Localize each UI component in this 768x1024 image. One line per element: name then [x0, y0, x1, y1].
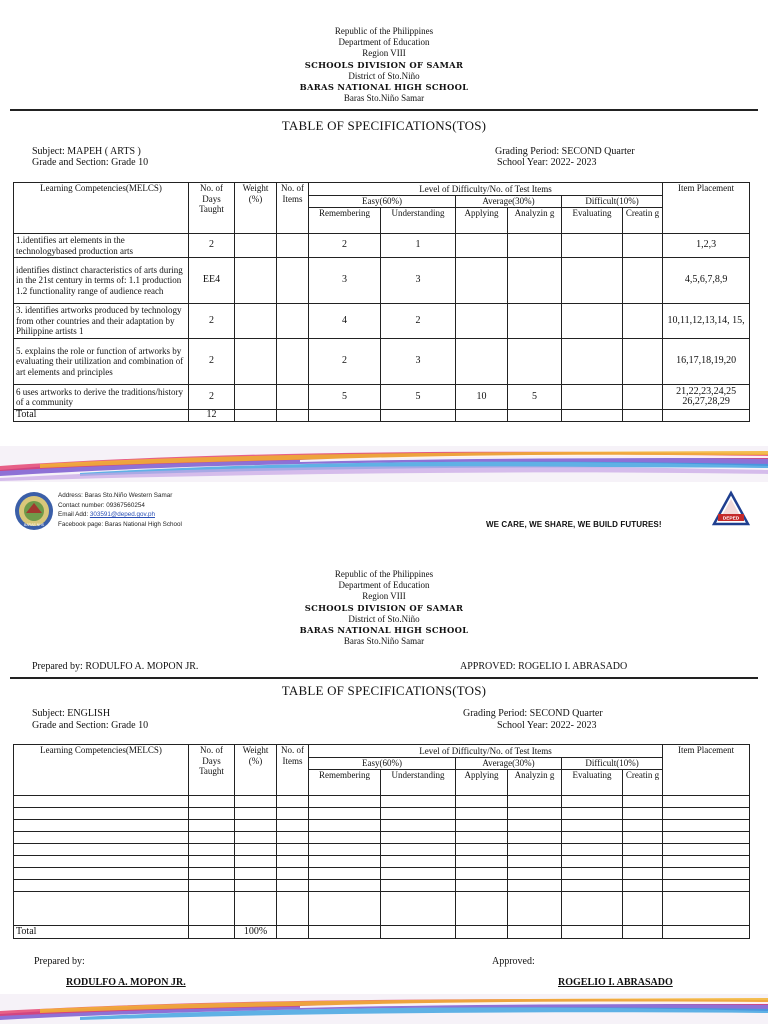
footer-facebook: Facebook page: Baras National High School [58, 520, 182, 528]
col-remembering: Remembering [309, 208, 381, 234]
prepared-by-top: Prepared by: RODULFO A. MOPON JR. [32, 661, 199, 672]
school-line: BARAS NATIONAL HIGH SCHOOL [299, 82, 469, 93]
placement-cell: 21,22,23,24,25 26,27,28,29 [663, 385, 750, 410]
deped-logo [711, 490, 751, 530]
col-analyzing: Analyzin g [508, 208, 562, 234]
page1-subject: Subject: MAPEH ( ARTS ) [32, 146, 141, 157]
table-row [14, 832, 750, 844]
days-cell: 2 [189, 234, 235, 258]
applying-cell [456, 339, 508, 385]
items-cell [277, 304, 309, 339]
col-understanding: Understanding [381, 208, 456, 234]
creating-cell [623, 258, 663, 304]
svg-text:BARAS NHS: BARAS NHS [23, 523, 45, 527]
days-cell: 2 [189, 385, 235, 410]
col-days: No. of Days Taught [189, 183, 235, 234]
creating-cell [623, 385, 663, 410]
analyzing-cell: 5 [508, 385, 562, 410]
table-row [14, 304, 750, 339]
col-easy: Easy(60%) [309, 758, 456, 770]
applying-cell [456, 258, 508, 304]
address-line: Baras Sto.Niño Samar [343, 93, 425, 104]
total-days: 12 [189, 410, 235, 422]
col-competencies: Learning Competencies(MELCS) [14, 183, 189, 234]
total-row [14, 926, 750, 939]
understanding-cell: 3 [381, 258, 456, 304]
weight-cell [235, 258, 277, 304]
region-line: Region VIII [362, 591, 406, 602]
analyzing-cell [508, 304, 562, 339]
evaluating-cell [562, 304, 623, 339]
division-line: SCHOOLS DIVISION OF SAMAR [304, 59, 464, 70]
col-average: Average(30%) [456, 758, 562, 770]
applying-cell: 10 [456, 385, 508, 410]
weight-cell [235, 304, 277, 339]
applying-cell [456, 304, 508, 339]
department-line: Department of Education [338, 37, 430, 48]
page1-title: TABLE OF SPECIFICATIONS(TOS) [281, 118, 487, 133]
total-weight: 100% [235, 926, 277, 939]
col-weight: Weight (%) [235, 183, 277, 234]
placement-cell: 1,2,3 [663, 234, 750, 258]
understanding-cell: 1 [381, 234, 456, 258]
items-cell [277, 258, 309, 304]
table-row [14, 339, 750, 385]
page2-grade: Grade and Section: Grade 10 [32, 720, 149, 731]
table-row [14, 844, 750, 856]
col-difficult: Difficult(10%) [562, 758, 663, 770]
col-average: Average(30%) [456, 196, 562, 208]
table-row [14, 385, 750, 410]
analyzing-cell [508, 258, 562, 304]
creating-cell [623, 304, 663, 339]
rainbow-divider [0, 994, 768, 1024]
days-cell: 2 [189, 339, 235, 385]
footer-email-label: Email Add: [58, 511, 90, 518]
understanding-cell: 2 [381, 304, 456, 339]
competency-cell: 3. identifies artworks produced by technology from other countries and their adaptation by Philippine artists 1 [14, 304, 189, 339]
items-cell [277, 339, 309, 385]
school-motto: WE CARE, WE SHARE, WE BUILD FUTURES! [486, 520, 662, 529]
col-weight: Weight (%) [235, 745, 277, 796]
approved-top: APPROVED: ROGELIO I. ABRASADO [460, 661, 628, 672]
analyzing-cell [508, 234, 562, 258]
placement-cell: 4,5,6,7,8,9 [663, 258, 750, 304]
weight-cell [235, 385, 277, 410]
col-understanding: Understanding [381, 770, 456, 796]
page1-grading-period: Grading Period: SECOND Quarter [495, 146, 635, 157]
understanding-cell: 3 [381, 339, 456, 385]
col-remembering: Remembering [309, 770, 381, 796]
page1-letterhead [0, 26, 768, 104]
col-level: Level of Difficulty/No. of Test Items [309, 183, 663, 196]
table-row [14, 808, 750, 820]
competency-cell: 1.identifies art elements in the technologybased production arts [14, 234, 189, 258]
division-line: SCHOOLS DIVISION OF SAMAR [304, 602, 464, 613]
school-line: BARAS NATIONAL HIGH SCHOOL [299, 625, 469, 636]
approved-label: Approved: [492, 956, 535, 967]
page1-grade: Grade and Section: Grade 10 [32, 157, 149, 168]
table-row [14, 892, 750, 926]
total-label: Total [14, 410, 189, 422]
footer-contact: Contact number: 09367560254 [58, 501, 145, 509]
placement-cell: 16,17,18,19,20 [663, 339, 750, 385]
col-analyzing: Analyzin g [508, 770, 562, 796]
col-items: No. of Items [277, 745, 309, 796]
evaluating-cell [562, 234, 623, 258]
col-days: No. of Days Taught [189, 745, 235, 796]
region-line: Region VIII [362, 48, 406, 59]
table-row [14, 796, 750, 808]
col-applying: Applying [456, 770, 508, 796]
district-line: District of Sto.Niño [348, 70, 420, 81]
footer-email-line [58, 510, 182, 520]
table-row [14, 258, 750, 304]
table-row [14, 820, 750, 832]
district-line: District of Sto.Niño [348, 613, 420, 624]
col-evaluating: Evaluating [562, 770, 623, 796]
page2-tos-table [13, 744, 750, 939]
table-row [14, 234, 750, 258]
total-row [14, 410, 750, 422]
understanding-cell: 5 [381, 385, 456, 410]
rainbow-divider [0, 446, 768, 482]
remembering-cell: 2 [309, 234, 381, 258]
page2-school-year: School Year: 2022- 2023 [497, 720, 597, 731]
footer-email-link[interactable]: 303591@deped.gov.ph [89, 511, 155, 518]
footer-contact-block [58, 491, 182, 529]
remembering-cell: 4 [309, 304, 381, 339]
header-rule [10, 109, 758, 111]
applying-cell [456, 234, 508, 258]
days-cell: EE4 [189, 258, 235, 304]
col-applying: Applying [456, 208, 508, 234]
remembering-cell: 3 [309, 258, 381, 304]
competency-cell: identifies distinct characteristics of arts during in the 21st century in terms of: 1.1 production 1.2 functionality range of audience reach [14, 258, 189, 304]
creating-cell [623, 339, 663, 385]
page1-school-year: School Year: 2022- 2023 [497, 157, 597, 168]
analyzing-cell [508, 339, 562, 385]
remembering-cell: 2 [309, 339, 381, 385]
items-cell [277, 234, 309, 258]
school-seal-logo [14, 491, 54, 531]
col-creating: Creatin g [623, 770, 663, 796]
competency-cell: 5. explains the role or function of artworks by evaluating their utilization and combination of art elements and principles [14, 339, 189, 385]
weight-cell [235, 339, 277, 385]
evaluating-cell [562, 258, 623, 304]
weight-cell [235, 234, 277, 258]
page2-letterhead [0, 569, 768, 647]
approved-name: ROGELIO I. ABRASADO [558, 977, 673, 988]
competency-cell: 6 uses artworks to derive the traditions/history of a community [14, 385, 189, 410]
col-placement: Item Placement [663, 183, 750, 234]
address-line: Baras Sto.Niño Samar [343, 636, 425, 647]
col-level: Level of Difficulty/No. of Test Items [309, 745, 663, 758]
col-creating: Creatin g [623, 208, 663, 234]
items-cell [277, 385, 309, 410]
remembering-cell: 5 [309, 385, 381, 410]
placement-cell: 10,11,12,13,14, 15, [663, 304, 750, 339]
total-label: Total [14, 926, 189, 939]
footer-address: Address: Baras Sto.Niño Western Samar [58, 492, 173, 499]
table-row [14, 880, 750, 892]
col-placement: Item Placement [663, 745, 750, 796]
republic-line: Republic of the Philippines [334, 26, 434, 36]
table-row [14, 868, 750, 880]
col-competencies: Learning Competencies(MELCS) [14, 745, 189, 796]
republic-line: Republic of the Philippines [334, 569, 434, 579]
svg-text:DEPED: DEPED [722, 516, 740, 522]
col-evaluating: Evaluating [562, 208, 623, 234]
days-cell: 2 [189, 304, 235, 339]
page2-grading-period: Grading Period: SECOND Quarter [463, 708, 603, 719]
col-items: No. of Items [277, 183, 309, 234]
table-row [14, 856, 750, 868]
department-line: Department of Education [338, 580, 430, 591]
page1-tos-table [13, 182, 750, 422]
col-difficult: Difficult(10%) [562, 196, 663, 208]
page2-title: TABLE OF SPECIFICATIONS(TOS) [281, 683, 487, 698]
page2-subject: Subject: ENGLISH [32, 708, 111, 719]
col-easy: Easy(60%) [309, 196, 456, 208]
evaluating-cell [562, 385, 623, 410]
creating-cell [623, 234, 663, 258]
prepared-by-label: Prepared by: [34, 956, 85, 967]
evaluating-cell [562, 339, 623, 385]
prepared-by-name: RODULFO A. MOPON JR. [66, 977, 186, 988]
header-rule [10, 677, 758, 679]
